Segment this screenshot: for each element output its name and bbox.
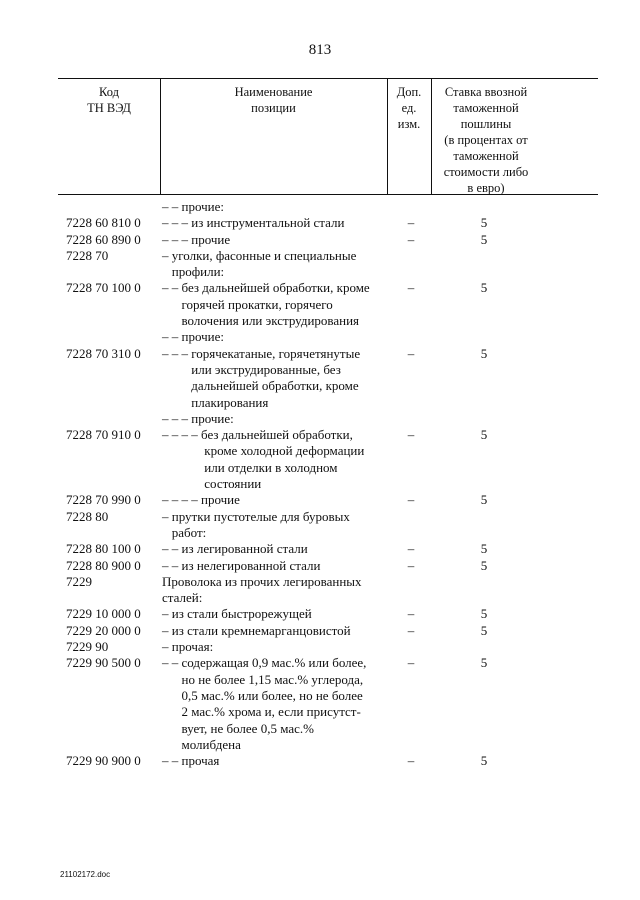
table-row (58, 232, 598, 248)
table-row (58, 411, 598, 427)
table-row (58, 639, 598, 655)
table-row (58, 655, 598, 753)
row-code: 7229 20 000 0 (66, 622, 141, 638)
row-unit: – (407, 655, 415, 671)
row-unit: – (407, 345, 415, 361)
document-filename: 21102172.doc (60, 870, 111, 879)
table-row (58, 574, 598, 607)
row-rate: 5 (480, 606, 488, 622)
row-name: – – из нелегированной стали (162, 557, 321, 573)
table-row (58, 329, 598, 345)
row-name: – – – прочие (162, 231, 231, 247)
table-row (58, 280, 598, 329)
table-row (58, 558, 598, 574)
row-code: 7228 70 910 0 (66, 427, 141, 443)
row-rate: 5 (480, 345, 488, 361)
row-code: 7228 80 900 0 (66, 557, 141, 573)
row-unit: – (407, 606, 415, 622)
row-code: 7229 90 (66, 639, 109, 655)
row-unit: – (407, 215, 415, 231)
row-rate: 5 (480, 622, 488, 638)
table-row (58, 215, 598, 231)
row-name: – – содержащая 0,9 мас.% или более, но не более 1,15 мас.% углерода, 0,5 мас.% или более, но не более 2 мас.% хрома и, если присутст- вует, не более 0,5 мас.% молибдена (162, 655, 367, 752)
table-row (58, 346, 598, 411)
row-unit: – (407, 622, 415, 638)
row-name: – из стали кремнемарганцовистой (162, 622, 351, 638)
row-rate: 5 (480, 280, 488, 296)
row-name: – – без дальнейшей обработки, кроме горячей прокатки, горячего волочения или экструдирования (162, 280, 370, 329)
table-row (58, 606, 598, 622)
row-name: – – – из инструментальной стали (162, 215, 345, 231)
table-row (58, 623, 598, 639)
row-unit: – (407, 492, 415, 508)
row-unit: – (407, 541, 415, 557)
row-name: – – – – без дальнейшей обработки, кроме холодной деформации или отделки в холодном состоянии (162, 427, 365, 492)
row-unit: – (407, 427, 415, 443)
table-row (58, 492, 598, 508)
row-unit: – (407, 753, 415, 769)
table-row (58, 541, 598, 557)
row-name: – – прочие: (162, 199, 224, 214)
row-name: Проволока из прочих легированных сталей: (162, 573, 362, 606)
row-code: 7229 10 000 0 (66, 606, 141, 622)
row-name: – уголки, фасонные и специальные профили: (162, 247, 357, 280)
header-unit: Доп. ед. изм. (396, 85, 422, 131)
row-name: – – прочие: (162, 329, 224, 345)
row-name: – – – горячекатаные, горячетянутые или экструдированные, без дальнейшей обработки, кроме плакирования (162, 345, 361, 410)
row-code: 7228 80 100 0 (66, 541, 141, 557)
row-code: 7228 80 (66, 508, 109, 524)
row-rate: 5 (480, 492, 488, 508)
header-rate: Ставка ввозной таможенной пошлины (в процентах от таможенной стоимости либо в евро) (443, 85, 529, 195)
row-code: 7229 (66, 573, 92, 589)
row-name: – – – прочие: (162, 410, 234, 426)
row-rate: 5 (480, 231, 488, 247)
row-rate: 5 (480, 541, 488, 557)
row-unit: – (407, 557, 415, 573)
row-name: – прочая: (162, 639, 214, 655)
table-row (58, 427, 598, 492)
row-unit: – (407, 231, 415, 247)
tariff-table-body (58, 199, 598, 769)
row-code: 7228 60 890 0 (66, 231, 141, 247)
row-code: 7228 70 990 0 (66, 492, 141, 508)
row-name: – – – – прочие (162, 492, 240, 508)
header-name: Наименование позиции (234, 85, 313, 115)
table-top-rule (58, 78, 598, 79)
row-name: – – из легированной стали (162, 541, 308, 557)
row-rate: 5 (480, 557, 488, 573)
row-name: – прутки пустотелые для буровых работ: (162, 508, 350, 540)
row-code: 7228 70 (66, 247, 109, 263)
row-code: 7228 70 100 0 (66, 280, 141, 296)
table-row (58, 753, 598, 769)
table-row (58, 199, 598, 215)
row-name: – из стали быстрорежущей (162, 606, 312, 622)
row-rate: 5 (480, 753, 488, 769)
row-name: – – прочая (162, 753, 220, 769)
row-code: 7229 90 900 0 (66, 753, 141, 769)
row-code: 7228 70 310 0 (66, 345, 141, 361)
table-row (58, 509, 598, 542)
row-unit: – (407, 280, 415, 296)
row-rate: 5 (480, 427, 488, 443)
row-code: 7229 90 500 0 (66, 655, 141, 671)
row-rate: 5 (480, 215, 488, 231)
row-code: 7228 60 810 0 (66, 215, 141, 231)
header-code: Код ТН ВЭД (87, 85, 131, 115)
table-row (58, 248, 598, 281)
row-rate: 5 (480, 655, 488, 671)
page-number: 813 (308, 42, 332, 58)
